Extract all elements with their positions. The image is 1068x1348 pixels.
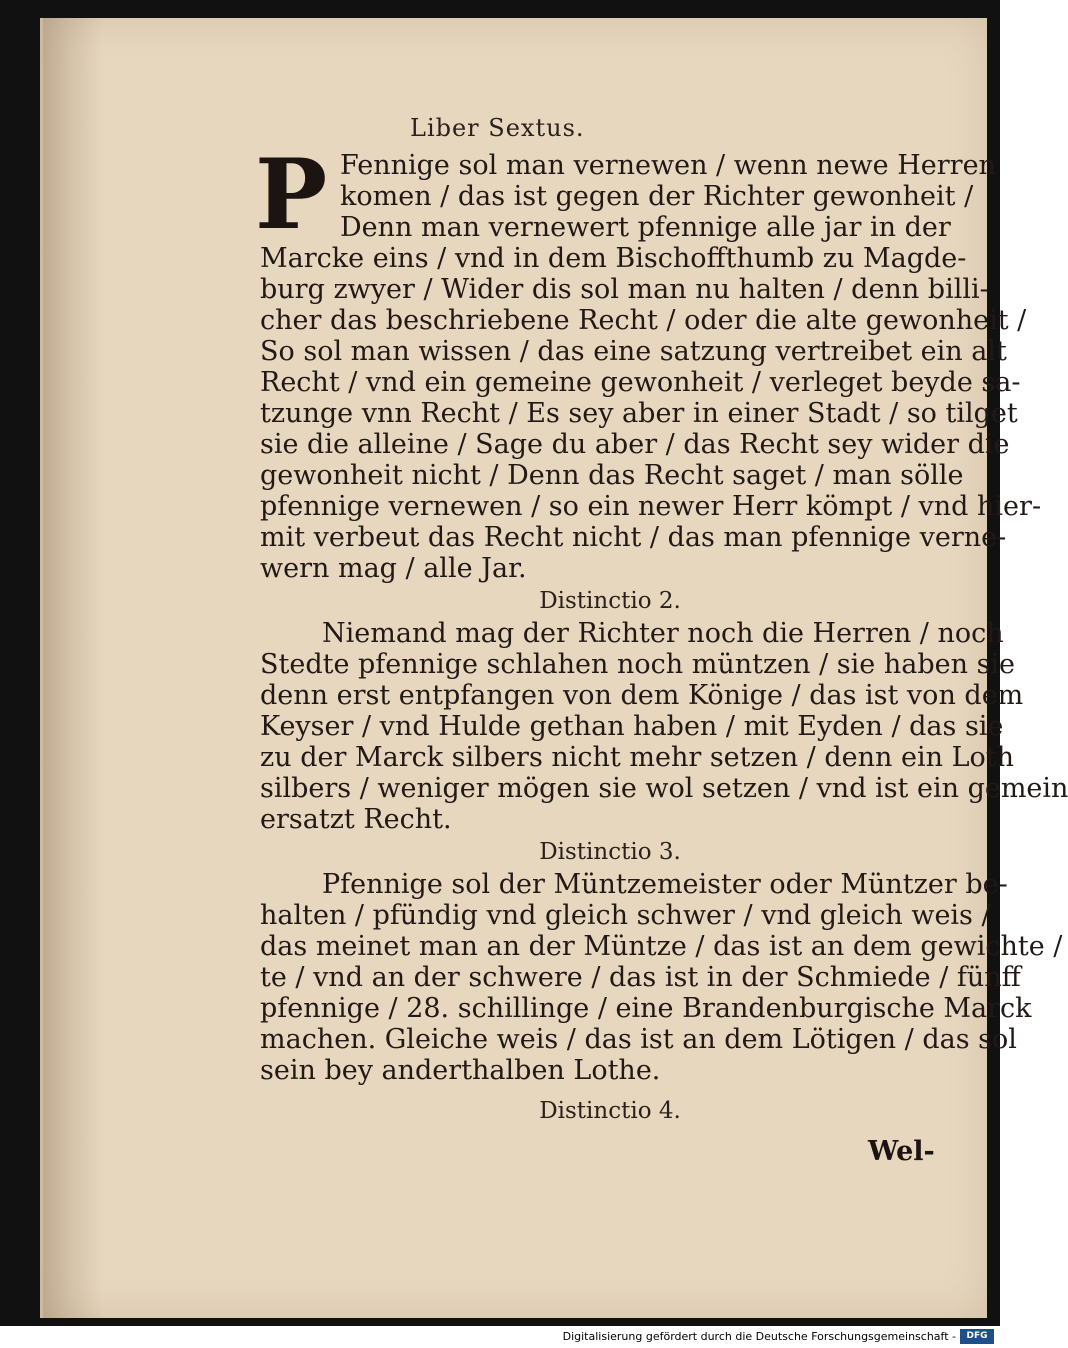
text-line: zu der Marck silbers nicht mehr setzen / denn ein Loth bbox=[260, 742, 1014, 773]
paragraph-distinctio-2 bbox=[260, 618, 1068, 835]
digitization-footer bbox=[0, 1326, 1000, 1348]
text-line: Denn man vernewert pfennige alle jar in der bbox=[340, 212, 951, 243]
text-line: komen / das ist gegen der Richter gewonheit / bbox=[340, 181, 974, 212]
text-line: Niemand mag der Richter noch die Herren / noch bbox=[322, 618, 1004, 649]
text-line: sie die alleine / Sage du aber / das Recht sey wider die bbox=[260, 429, 1010, 460]
text-line: machen. Gleiche weis / das ist an dem Lötigen / das sol bbox=[260, 1024, 1017, 1055]
paragraph-1 bbox=[260, 150, 1042, 584]
gutter-shadow bbox=[43, 18, 103, 1318]
text-line: cher das beschriebene Recht / oder die alte gewonheit / bbox=[260, 305, 1027, 336]
body-text bbox=[260, 150, 1068, 1128]
text-line: Stedte pfennige schlahen noch müntzen / sie haben sie bbox=[260, 649, 1016, 680]
text-line: Recht / vnd ein gemeine gewonheit / verleget beyde sa- bbox=[260, 367, 1021, 398]
text-line: So sol man wissen / das eine satzung vertreibet ein alt bbox=[260, 336, 1007, 367]
text-line: silbers / weniger mögen sie wol setzen / vnd ist ein gemein bbox=[260, 773, 1068, 804]
drop-capital: P bbox=[255, 138, 328, 251]
text-line: burg zwyer / Wider dis sol man nu halten / denn billi- bbox=[260, 274, 989, 305]
text-line: Fennige sol man vernewen / wenn newe Herren bbox=[340, 150, 996, 181]
text-line: pfennige / 28. schillinge / eine Brandenburgische Marck bbox=[260, 993, 1032, 1024]
text-line: tzunge vnn Recht / Es sey aber in einer Stadt / so tilget bbox=[260, 398, 1018, 429]
text-line: pfennige vernewen / so ein newer Herr kömpt / vnd hier- bbox=[260, 491, 1042, 522]
text-line: halten / pfündig vnd gleich schwer / vnd gleich weis / bbox=[260, 900, 991, 931]
text-line: mit verbeut das Recht nicht / das man pfennige verne- bbox=[260, 522, 1007, 553]
text-line: sein bey anderthalben Lothe. bbox=[260, 1055, 661, 1086]
paragraph-distinctio-3 bbox=[260, 869, 1063, 1086]
text-line: das meinet man an der Müntze / das ist an dem gewichte / bbox=[260, 931, 1063, 962]
section-heading-distinctio-3: Distinctio 3. bbox=[539, 839, 681, 865]
text-line: wern mag / alle Jar. bbox=[260, 553, 527, 584]
catchword: Wel- bbox=[868, 1136, 935, 1167]
funding-credit: Digitalisierung gefördert durch die Deutsche Forschungsgemeinschaft - bbox=[562, 1330, 956, 1343]
text-line: Marcke eins / vnd in dem Bischoffthumb zu Magde- bbox=[260, 243, 967, 274]
dfg-logo: DFG bbox=[960, 1329, 994, 1344]
text-line: gewonheit nicht / Denn das Recht saget / man sölle bbox=[260, 460, 964, 491]
text-line: Pfennige sol der Müntzemeister oder Müntzer be- bbox=[322, 869, 1008, 900]
text-line: ersatzt Recht. bbox=[260, 804, 452, 835]
text-line: te / vnd an der schwere / das ist in der Schmiede / fünff bbox=[260, 962, 1021, 993]
running-header-title: Liber Sextus. bbox=[410, 114, 585, 142]
text-line: denn erst entpfangen von dem Könige / das ist von dem bbox=[260, 680, 1024, 711]
section-heading-distinctio-4: Distinctio 4. bbox=[539, 1098, 681, 1124]
section-heading-distinctio-2: Distinctio 2. bbox=[539, 588, 681, 614]
text-line: Keyser / vnd Hulde gethan haben / mit Eyden / das sie bbox=[260, 711, 1004, 742]
